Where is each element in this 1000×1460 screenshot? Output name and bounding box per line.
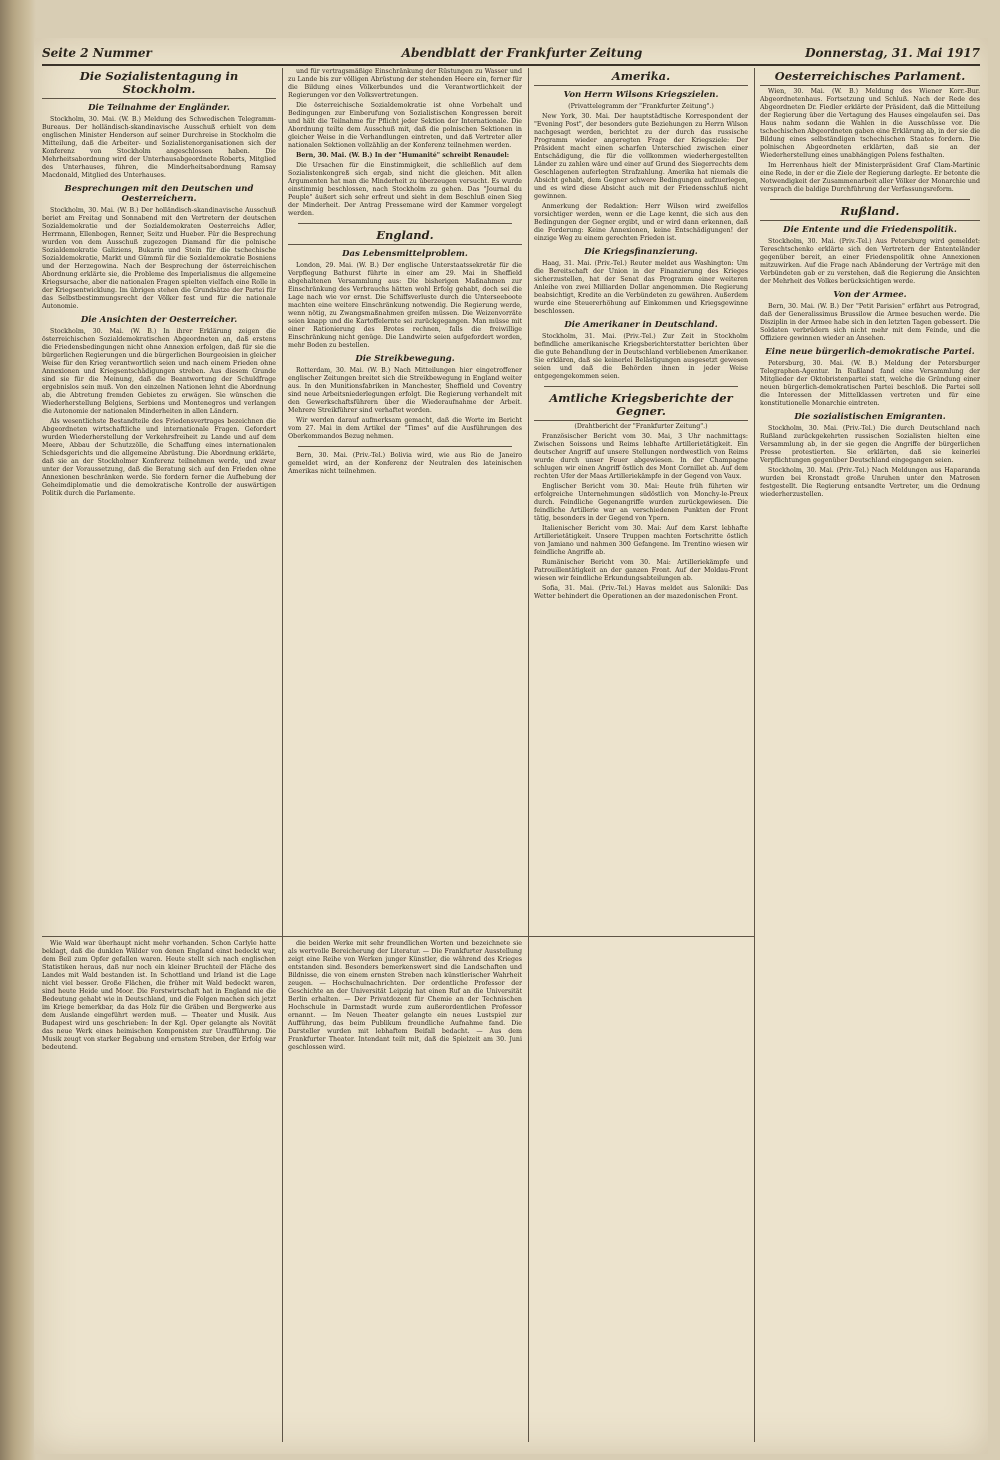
article-paragraph: Im Herrenhaus hielt der Ministerpräsident Graf Clam-Martinic eine Rede, in der er die Ziele der Regierung darlegte. Er betonte die Notwendigkeit der Zusammenarbeit aller Völker der Monarchie und versprach die baldige Durchführung der Verfassungsreform. [760,162,980,193]
article-paragraph: New York, 30. Mai. Der hauptstädtische Korrespondent der "Evening Post", der besonders gute Beziehungen zu Herrn Wilson nachgesagt werden, berichtet zu der durch das russische Programm wieder angeregten Frage der Kriegsziele: Der Präsident macht einen scharfen Unterschied zwischen einer Entschädigung, die für die vollkommen wiederhergestellten Länder zu zahlen wäre und einer auf Grund des Siegerrechts dem Geschlagenen auferlegten Strafzahlung. Amerika hat niemals die Absicht gehabt, dem Gegner schwere Bedingungen aufzuerlegen, und es wird diese Absicht auch mit der Friedensschluß nicht gewinnen. [534,113,748,200]
article-paragraph: Stockholm, 30. Mai. (Priv.-Tel.) Aus Petersburg wird gemeldet: Tereschtschenko erklärte sich den Vertretern der Ententeländer gegenüber bereit, an einer Friedenspolitik ohne Annexionen mitzuwirken. Auf die Frage nach Abänderung der Verträge mit den Verbündeten gab er zu verstehen, daß die Regierung die Ansichten der Mehrheit des Volkes berücksichtigen werde. [760,238,980,285]
article-paragraph: Wir werden darauf aufmerksam gemacht, daß die Worte im Bericht vom 27. Mai in dem Artikel der "Times" auf die Ausführungen des Oberkommandos Bezug nehmen. [288,417,522,440]
article-paragraph: Bern, 30. Mai. (Priv.-Tel.) Bolivia wird, wie aus Rio de Janeiro gemeldet wird, an der Konferenz der Neutralen des lateinischen Amerikas nicht teilnehmen. [288,452,522,475]
article-subheadline: Von Herrn Wilsons Kriegszielen. [563,90,719,100]
article-paragraph: Stockholm, 30. Mai. (W. B.) Der holländisch-skandinavische Ausschuß beriet am Freitag und Sonnabend mit den Vertretern der deutschen Sozialdemokratie und der Sozialdemokraten Oesterreichs Adler, Herrmann, Ellenbogen, Renner, Seitz und Hueber. Für die Besprechung wurden von dem Ausschuß zugezogen Diamand für die polnische Sozialdemokratie Galiziens, Bukarin und Stein für die tschechische Sozialdemokratie, Markt und Gümmü für die Sozialdemokratie Bosniens und der Herzegowina. Nach der Besprechung der österreichischen Abordnung erklärte sie, die Probleme des Imperialismus die allgemeine Kriegsursache, aber die nationalen Fragen spielten vielfach eine Rolle in der Kriegsentwicklung. Im übrigen stehen die Grundsätze der Partei für das Selbstbestimmungsrecht der Völker fest und für die nationale Autonomie. [42,207,276,310]
article-paragraph: Anmerkung der Redaktion: Herr Wilson wird zweifellos vorsichtiger werden, wenn er die Lage kennt, die sich aus den Bedingungen der Gegner ergibt, und er wird dann erkennen, daß die Forderung: Keine Annexionen, keine Entschädigungen! der einzige Weg zu einem gerechten Frieden ist. [534,203,748,242]
article-paragraph: Stockholm, 31. Mai. (Priv.-Tel.) Zur Zeit in Stockholm befindliche amerikanische Kriegsberichterstatter berichten über die gute Behandlung der in Deutschland verbliebenen Amerikaner. Sie erklären, daß sie keinerlei Belästigungen ausgesetzt gewesen seien und daß die Behörden ihnen in jeder Weise entgegengekommen seien. [534,333,748,380]
section-divider [544,386,738,387]
article-paragraph: Wien, 30. Mai. (W. B.) Meldung des Wiener Korr.-Bur. Abgeordnetenhaus. Fortsetzung und Schluß. Nach der Rede des Abgeordneten Dr. Fiedler erklärte der Präsident, daß die Mitteilung der Regierung über die Vertagung des Hauses eingelaufen sei. Das Haus nahm sodann die Wahlen in die Ausschüsse vor. Die tschechischen Abgeordneten gaben eine Erklärung ab, in der sie die Bildung eines selbständigen tschechischen Staates fordern. Die polnischen Abgeordneten erklärten, daß sie an der Wiederherstellung eines unabhängigen Polens festhalten. [760,88,980,159]
column-2 [288,68,522,930]
article-subheadline: Die Entente und die Friedenspolitik. [783,225,957,235]
masthead: Abendblatt der Frankfurter Zeitung [401,46,643,60]
article-paragraph: Petersburg, 30. Mai. (W. B.) Meldung der Petersburger Telegraphen-Agentur. In Rußland fand eine Versammlung der Mitglieder der Oktobristenpartei statt, welche die Gründung einer neuen bürgerlich-demokratischen Partei beschloß. Die Partei soll die Interessen der Mittelklassen vertreten und für eine konstitutionelle Monarchie eintreten. [760,360,980,407]
source-note: (Privattelegramm der "Frankfurter Zeitung".) [568,103,714,110]
section-divider [298,223,512,224]
article-paragraph: und für vertragsmäßige Einschränkung der Rüstungen zu Wasser und zu Lande bis zur völligen Abrüstung der stehenden Heere ein, ferner für die Bildung eines Völkerbundes und die Verantwortlichkeit der Regierungen vor den Volksvertretungen. [288,68,522,99]
article-subheadline: Von der Armee. [833,290,907,300]
feuilleton-column-2 [288,940,522,1442]
article-headline: Amtliche Kriegsberichte der Gegner. [534,392,748,421]
article-headline: England. [288,229,522,245]
column-3 [534,68,748,1442]
feuilleton-column-1 [42,940,276,1442]
article-subheadline: Die Teilnahme der Engländer. [88,103,230,113]
column-1 [42,68,276,930]
page-number-label: Seite 2 Nummer [42,46,152,60]
section-divider [298,446,512,447]
article-paragraph: Sofia, 31. Mai. (Priv.-Tel.) Havas meldet aus Saloniki: Das Wetter behindert die Operationen an der mazedonischen Front. [534,585,748,600]
feuilleton-text: Wie Wald war überhaupt nicht mehr vorhanden. Schon Carlyle hatte beklagt, daß die dunklen Wälder von denen England einst bedeckt war, dem Beil zum Opfer gefallen waren. Heute stellt sich nach englischen Statistiken heraus, daß nur noch ein kleiner Bruchteil der Fläche des Landes mit Wald bestanden ist. In Schottland und Irland ist die Lage nicht viel besser. Große Flächen, die früher mit Wald bedeckt waren, sind heute Heide und Moor. Die Forstwirtschaft hat in England nie die Bedeutung gehabt wie in Deutschland, und die Folgen machen sich jetzt im Kriege bemerkbar, da das Holz für die Gräben und Bergwerke aus dem Auslande eingeführt werden muß. — Theater und Musik. Aus Budapest wird uns geschrieben: In der Kgl. Oper gelangte als Novität das neue Werk eines heimischen Komponisten zur Uraufführung. Die Musik zeugt von starker Begabung und ernstem Streben, der Erfolg war bedeutend. [42,940,276,1051]
article-paragraph: Stockholm, 30. Mai. (W. B.) Meldung des Schwedischen Telegramm-Bureaus. Der holländisch-skandinavische Ausschuß erhielt von dem englischen Minister Henderson auf seiner Durchreise in Stockholm die Mitteilung, daß die Arbeiter- und Sozialistenorganisationen sich der Konferenz von Stockholm angeschlossen haben. Die Mehrheitsabordnung wird der Unterhausabgeordnete Roberts, Mitglied des Unterhauses, führen, die Minderheitsabordnung Ramsay Macdonald, Mitglied des Unterhauses. [42,116,276,179]
article-paragraph: London, 29. Mai. (W. B.) Der englische Unterstaatssekretär für die Verpflegung Bathurst führte in einer am 29. Mai in Sheffield abgehaltenen Versammlung aus: Die bisherigen Maßnahmen zur Einschränkung des Verbrauchs hätten wohl Erfolg gehabt, doch sei die Lage nach wie vor ernst. Die Schiffsverluste durch die Unterseeboote machten eine weitere Einschränkung notwendig. Die Regierung werde, wenn nötig, zu Zwangsmaßnahmen greifen müssen. Die Weizenvorräte seien knapp und die Kartoffelernte sei zurückgegangen. Man müsse mit einer Rationierung des Brotes rechnen, falls die freiwillige Einschränkung nicht genüge. Die Landwirte seien aufgefordert worden, mehr Boden zu bestellen. [288,262,522,349]
article-paragraph: Französischer Bericht vom 30. Mai, 3 Uhr nachmittags: Zwischen Soissons und Reims lebhafte Artillerietätigkeit. Ein deutscher Angriff auf unsere Stellungen nordwestlich von Reims wurde durch unser Feuer abgewiesen. In der Champagne schlugen wir einen Angriff östlich des Mont Cornillet ab. Auf dem rechten Ufer der Maas Artilleriekämpfe in der Gegend von Vaux. [534,433,748,480]
article-headline: Die Sozialistentagung in Stockholm. [42,70,276,99]
section-divider [770,199,970,200]
newspaper-page [34,38,988,1454]
column-4 [760,68,980,1442]
article-paragraph: Stockholm, 30. Mai. (Priv.-Tel.) Nach Meldungen aus Haparanda wurden bei Kronstadt große Unruhen unter den Matrosen festgestellt. Die Regierung entsandte Vertreter, um die Ordnung wiederherzustellen. [760,467,980,498]
article-subheadline: Das Lebensmittelproblem. [342,249,468,259]
article-dateline: Bern, 30. Mai. (W. B.) In der "Humanité" schreibt Renaudel: [296,152,510,159]
article-headline: Rußland. [760,205,980,221]
article-subheadline: Die sozialistischen Emigranten. [794,412,946,422]
article-subheadline: Die Kriegsfinanzierung. [584,247,698,257]
book-binding-edge [0,0,36,1460]
article-subheadline: Besprechungen mit den Deutschen und Oesterreichern. [64,184,254,204]
page-header [42,44,980,66]
article-paragraph: Als wesentlichste Bestandteile des Friedensvertrages bezeichnen die Abgeordneten wirtschaftliche und internationale Fragen. Gefordert wurden Wiederherstellung der Verkehrsfreiheit zu Lande und auf dem Meere, Abbau der Schutzzölle, die Schaffung eines internationalen Schiedsgerichts und die allgemeine Abrüstung. Die Abordnung erklärte, daß sie an der Stockholmer Konferenz teilnehmen werde, und zwar unter der Voraussetzung, daß die Beratung sich auf den Frieden ohne Annexionen beschränken werde. Sie fordern ferner die Aufhebung der Geheimdiplomatie und die demokratische Kontrolle der auswärtigen Politik durch die Parlamente. [42,418,276,497]
article-headline: Amerika. [534,70,748,86]
article-subheadline: Die Ansichten der Oesterreicher. [80,315,238,325]
column-rule [282,68,283,1442]
article-paragraph: Stockholm, 30. Mai. (W. B.) In ihrer Erklärung zeigen die österreichischen Sozialdemokratischen Abgeordneten an, daß erstens die Friedensbedingungen nicht ohne Annexion erfolgen, daß für sie die bürgerlichen Regierungen und die bürgerlichen Bourgeoisien in gleicher Weise für den Krieg verantwortlich seien und nach einem Frieden ohne Annexionen und Kriegsentschädigungen streben. Aus diesem Grunde sind sie für die Meinung, daß die Beantwortung der Schuldfrage ergebnislos sein muß. Von den einzelnen Nationen lehnt die Abordnung ab, die Abtretung fremden Gebietes zu erwägen. Sie wünschen die Wiederherstellung Belgiens, Serbiens und Montenegros und verlangen die Autonomie der nationalen Minderheiten in allen Ländern. [42,328,276,415]
article-subheadline: Die Amerikaner in Deutschland. [564,320,718,330]
article-paragraph: Rumänischer Bericht vom 30. Mai: Artilleriekämpfe und Patrouillentätigkeit an der ganzen Front. Auf der Moldau-Front wiesen wir feindliche Erkundungsabteilungen ab. [534,559,748,582]
column-rule [528,68,529,1442]
feuilleton-text: die beiden Werke mit sehr freundlichen Worten und bezeichnete sie als wertvolle Bereicherung der Literatur. — Die Frankfurter Ausstellung zeigt eine Reihe von Werken junger Künstler, die während des Krieges entstanden sind. Besonders bemerkenswert sind die Landschaften und Bildnisse, die von einem ernsten Streben nach künstlerischer Wahrheit zeugen. — Hochschulnachrichten. Der ordentliche Professor der Geschichte an der Universität Leipzig hat einen Ruf an die Universität Berlin erhalten. — Der Privatdozent für Chemie an der Technischen Hochschule in Darmstadt wurde zum außerordentlichen Professor ernannt. — Im Neuen Theater gelangte ein neues Lustspiel zur Aufführung, das beim Publikum freundliche Aufnahme fand. Die Darsteller wurden mit lebhaftem Beifall bedacht. — Aus dem Frankfurter Theater. Intendant teilt mit, daß die Spielzeit am 30. Juni geschlossen wird. [288,940,522,1051]
article-paragraph: Italienischer Bericht vom 30. Mai: Auf dem Karst lebhafte Artillerietätigkeit. Unsere Truppen machten Fortschritte östlich von Jamiano und nahmen 300 Gefangene. Im Trentino wiesen wir feindliche Angriffe ab. [534,525,748,556]
article-paragraph: Haag, 31. Mai. (Priv.-Tel.) Reuter meldet aus Washington: Um die Bereitschaft der Union in der Finanzierung des Krieges sicherzustellen, hat der Senat das Programm einer weiteren Anleihe von zwei Milliarden Dollar angenommen. Die Regierung beabsichtigt, Kredite an die Verbündeten zu gewähren. Außerdem wurde eine Steuererhöhung auf Einkommen und Kriegsgewinne beschlossen. [534,260,748,315]
article-subheadline: Eine neue bürgerlich-demokratische Partei. [765,347,975,357]
article-paragraph: Stockholm, 30. Mai. (Priv.-Tel.) Die durch Deutschland nach Rußland zurückgekehrten russischen Sozialisten hielten eine Versammlung ab, in der sie gegen die Angriffe der bürgerlichen Presse protestierten. Sie erklärten, daß sie keinerlei Verpflichtungen gegenüber Deutschland eingegangen seien. [760,425,980,464]
source-note: (Drahtbericht der "Frankfurter Zeitung".) [574,423,708,430]
issue-date: Donnerstag, 31. Mai 1917 [805,46,980,60]
article-paragraph: Die Ursachen für die Einstimmigkeit, die schließlich auf dem Sozialistenkongreß sich ergab, sind nicht die gleichen. Mit allen Argumenten hat man die Minderheit zu überzeugen versucht. Es wurde einstimmig beschlossen, nach Stockholm zu gehen. Das "Journal du Peuple" äußert sich sehr erfreut und sieht in dem Beschluß einen Sieg der Minderheit. Der Antrag Pressemane wird der Kammer vorgelegt werden. [288,162,522,217]
article-headline: Oesterreichisches Parlament. [760,70,980,86]
column-rule [754,68,755,1442]
article-subheadline: Die Streikbewegung. [355,354,455,364]
article-paragraph: Rotterdam, 30. Mai. (W. B.) Nach Mitteilungen hier eingetroffener englischer Zeitungen breitet sich die Streikbewegung in England weiter aus. In den Munitionsfabriken in Manchester, Sheffield und Coventry sind neue Arbeitsniederlegungen erfolgt. Die Regierung verhandelt mit den Gewerkschaftsführern über die Wiederaufnahme der Arbeit. Mehrere Streikführer sind verhaftet worden. [288,367,522,414]
article-paragraph: Englischer Bericht vom 30. Mai: Heute früh führten wir erfolgreiche Unternehmungen südöstlich von Monchy-le-Preux durch. Feindliche Gegenangriffe wurden zurückgewiesen. Die feindliche Artillerie war an verschiedenen Punkten der Front tätig, besonders in der Gegend von Ypern. [534,483,748,522]
article-paragraph: Bern, 30. Mai. (W. B.) Der "Petit Parisien" erfährt aus Petrograd, daß der Generalissimus Brussilow die Armee besuchen werde. Die Disziplin in der Armee habe sich in den letzten Tagen gebessert. Die Soldaten verbrüdern sich nicht mehr mit dem Feinde, und die Offiziere gewinnen wieder an Ansehen. [760,303,980,342]
article-paragraph: Die österreichische Sozialdemokratie ist ohne Vorbehalt und Bedingungen zur Einberufung von Sozialistischen Kongressen bereit und hält die Teilnahme für Pflicht jeder Sektion der Internationale. Die Abordnung teilte dem Ausschuß mit, daß die polnischen Sektionen in gleicher Weise in die Verhandlungen eintreten, und daß Vertreter aller nationalen Sektionen vollzählig an der Konferenz teilnehmen werden. [288,102,522,149]
